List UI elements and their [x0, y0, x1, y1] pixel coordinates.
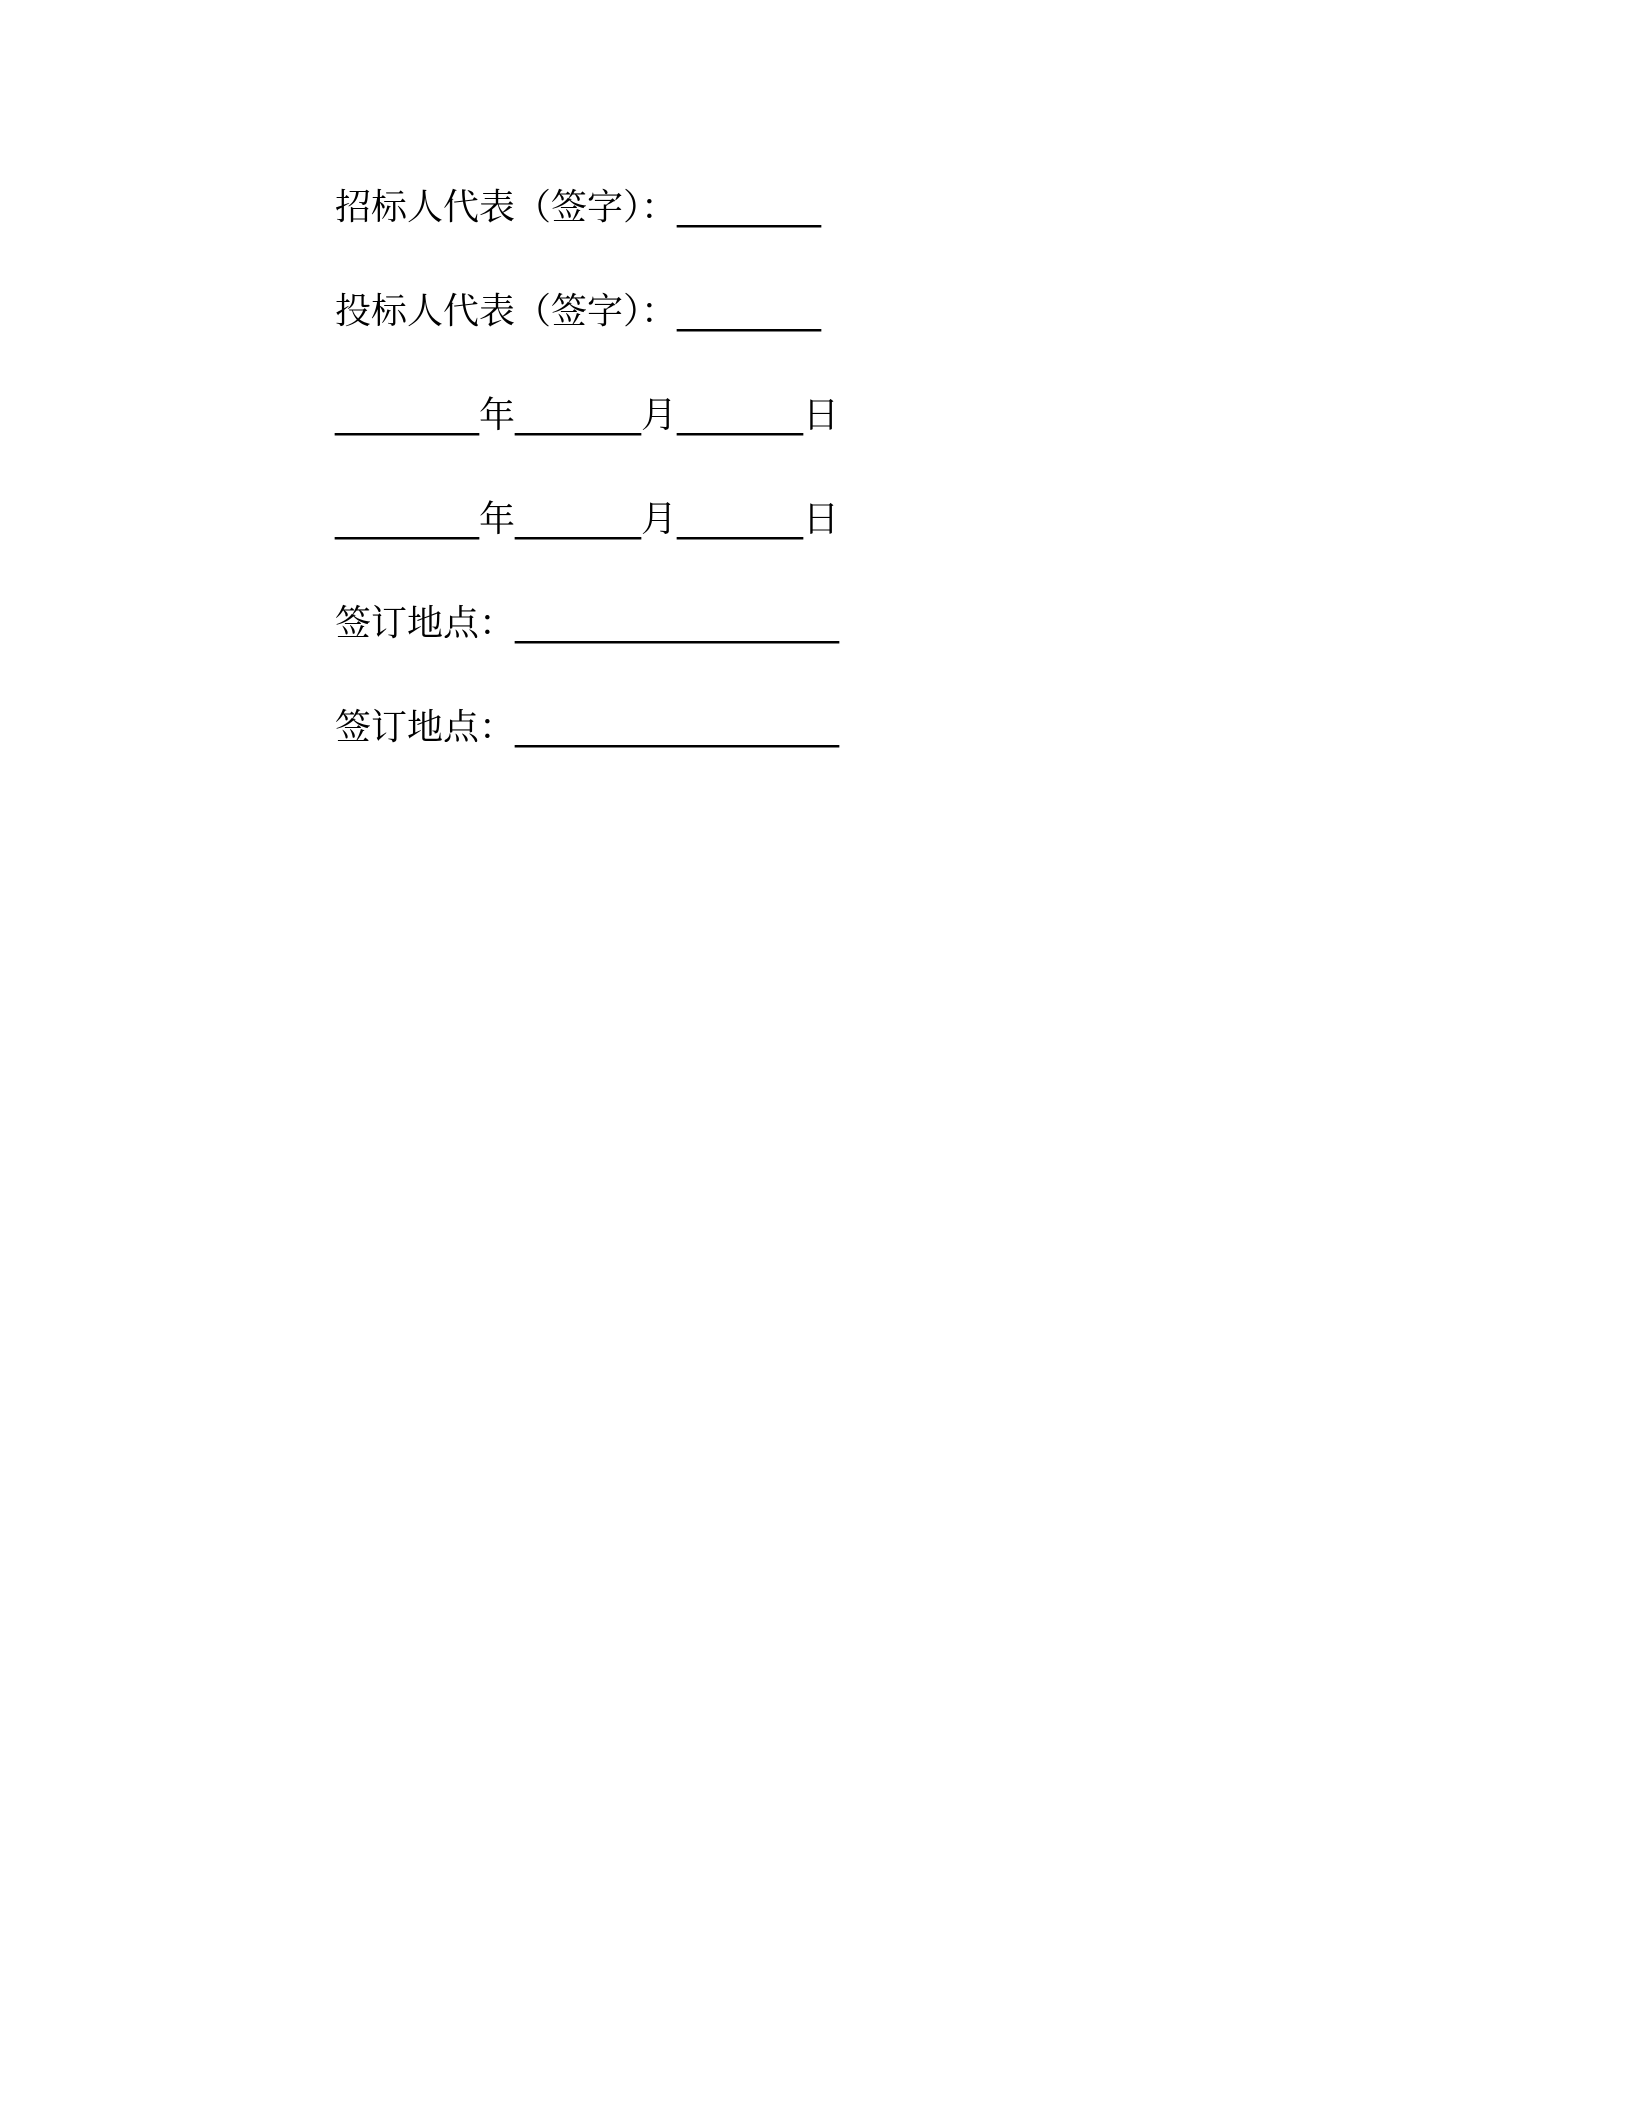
signing-location-line: 签订地点：__________________	[335, 707, 840, 748]
date-line: ________年_______月_______日	[335, 395, 839, 436]
tenderer-representative-signature-line: 招标人代表（签字）：________	[335, 187, 822, 228]
signing-location-line: 签订地点：__________________	[335, 603, 840, 644]
bidder-representative-signature-line: 投标人代表（签字）：________	[335, 291, 822, 332]
signature-block	[335, 186, 1235, 810]
date-line: ________年_______月_______日	[335, 499, 839, 540]
